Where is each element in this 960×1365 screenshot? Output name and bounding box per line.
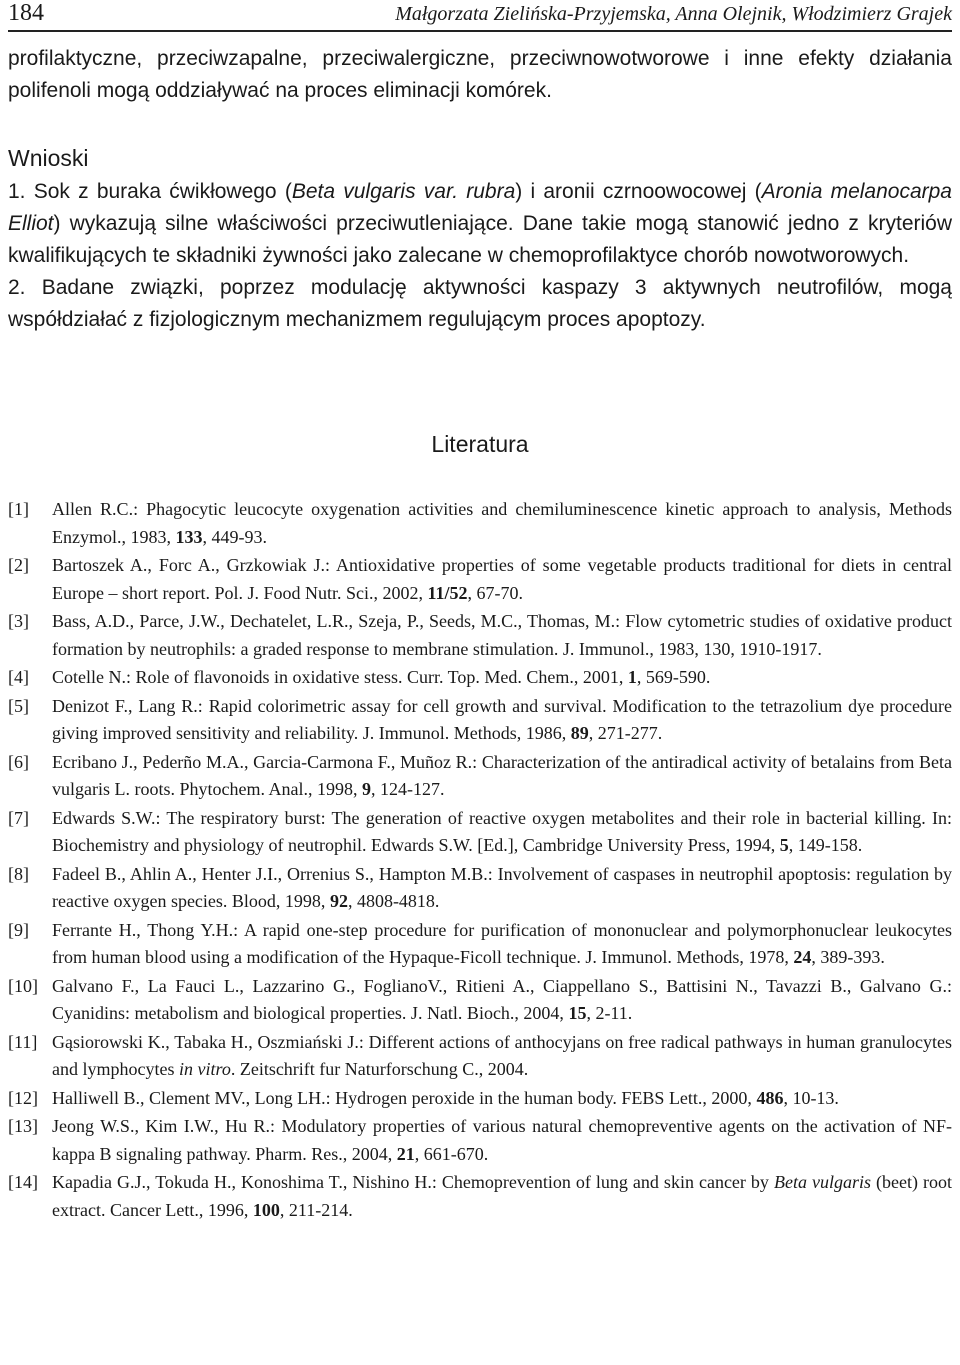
reference-item	[8, 693, 952, 748]
page-number: 184	[8, 0, 44, 26]
reference-volume: 5	[779, 835, 789, 855]
reference-item	[8, 608, 952, 663]
reference-text: , 661-670.	[414, 1143, 489, 1164]
reference-text: , 149-158.	[788, 835, 863, 855]
conclusion-number: 2.	[8, 276, 26, 299]
reference-text: Jeong W.S., Kim I.W., Hu R.: Modulatory properties of various natural chemopreventive agents on the activation of NF-kappa B signaling pathway. Pharm. Res., 2004,	[52, 1116, 952, 1164]
conclusion-text: ) i aronii czrnoowocowej (	[515, 180, 762, 203]
reference-text: , 211-214.	[279, 1199, 353, 1220]
reference-volume: 24	[793, 947, 812, 967]
reference-item	[8, 861, 952, 916]
reference-number: [10]	[8, 975, 38, 996]
conclusion-italic: Aronia melanocarpa Elliot	[8, 180, 952, 235]
reference-volume: 100	[252, 1199, 280, 1220]
reference-italic: in vitro	[178, 1059, 231, 1079]
reference-italic: Beta vulgaris	[773, 1172, 871, 1192]
reference-text: Ferrante H., Thong Y.H.: A rapid one-step procedure for purification of mononuclear and polymorphonuclear leukocytes from human blood using a modification of the Hypaque-Ficoll technique. J. Immunol. Methods, 1978,	[52, 919, 952, 967]
conclusion-text: ) wykazują silne właściwości przeciwutleniające. Dane takie mogą stanowić jedno z kryteriów kwalifikujących te składniki żywności jako zalecane w chemoprofilaktyce chorób nowotworowych.	[8, 212, 952, 267]
reference-volume: 133	[175, 526, 203, 547]
conclusion-item	[8, 272, 952, 336]
reference-text: , 124-127.	[370, 779, 445, 799]
reference-text: Allen R.C.: Phagocytic leucocyte oxygenation activities and chemiluminescence kinetic approach to analysis, Methods Enzymol., 1983,	[52, 499, 952, 547]
conclusion-text: Sok z buraka ćwikłowego (	[25, 180, 292, 203]
running-authors: Małgorzata Zielińska-Przyjemska, Anna Olejnik, Włodzimierz Grajek	[395, 3, 952, 25]
reference-text: , 271-277.	[588, 723, 663, 743]
reference-item	[8, 749, 952, 804]
reference-text: , 67-70.	[467, 582, 524, 603]
running-header	[8, 0, 952, 26]
reference-item	[8, 664, 952, 692]
header-rule	[8, 30, 952, 32]
reference-volume: 9	[361, 779, 371, 799]
reference-text: , 4808-4818.	[347, 891, 440, 911]
section-title-conclusions: Wnioski	[8, 145, 89, 171]
section-title-literature: Literatura	[431, 431, 529, 457]
conclusions-list	[8, 176, 952, 336]
reference-volume: 486	[756, 1087, 784, 1108]
conclusion-number: 1.	[8, 180, 26, 203]
reference-number: [9]	[8, 919, 29, 940]
intro-paragraph: profilaktyczne, przeciwzapalne, przeciwalergiczne, przeciwnowotworowe i inne efekty działania polifenoli mogą oddziaływać na proces eliminacji komórek.	[8, 47, 952, 102]
reference-text: (beet) root extract. Cancer Lett., 1996,	[52, 1172, 952, 1220]
reference-item	[8, 1169, 952, 1224]
conclusion-italic: Beta vulgaris var. rubra	[291, 180, 516, 203]
conclusion-item	[8, 176, 952, 272]
reference-number: [12]	[8, 1087, 38, 1108]
reference-text: , 2-11.	[586, 1003, 633, 1023]
reference-number: [4]	[8, 667, 29, 687]
reference-volume: 21	[396, 1143, 415, 1164]
reference-number: [13]	[8, 1116, 38, 1136]
reference-number: [11]	[8, 1031, 38, 1052]
reference-item	[8, 1113, 952, 1168]
reference-item	[8, 552, 952, 607]
conclusion-text: Badane związki, poprzez modulację aktywności kaspazy 3 aktywnych neutrofilów, mogą współdziałać z fizjologicznym mechanizmem regulującym proces apoptozy.	[8, 276, 952, 331]
reference-text: , 10-13.	[783, 1087, 839, 1108]
reference-item	[8, 496, 952, 551]
reference-number: [8]	[8, 863, 29, 884]
reference-item	[8, 1085, 952, 1113]
reference-text: Halliwell B., Clement MV., Long LH.: Hydrogen peroxide in the human body. FEBS Lett., 2000,	[52, 1087, 757, 1108]
reference-text: , 389-393.	[811, 947, 885, 967]
reference-item	[8, 1029, 952, 1084]
reference-number: [3]	[8, 611, 29, 631]
reference-text: Galvano F., La Fauci L., Lazzarino G., FoglianoV., Ritieni A., Ciappellano S., Battisini N., Tavazzi B., Galvano G.: Cyanidins: metabolism and biological properties. J. Natl. Bioch., 2004,	[52, 975, 952, 1023]
reference-text: Cotelle N.: Role of flavonoids in oxidative stess. Curr. Top. Med. Chem., 2001,	[52, 667, 628, 687]
reference-text: . Zeitschrift fur Naturforschung C., 2004.	[230, 1059, 529, 1079]
reference-text: Kapadia G.J., Tokuda H., Konoshima T., Nishino H.: Chemoprevention of lung and skin cancer by	[52, 1172, 774, 1192]
reference-number: [2]	[8, 555, 29, 575]
reference-text: Edwards S.W.: The respiratory burst: The generation of reactive oxygen metabolites and their role in bacterial killing. In: Biochemistry and physiology of neutrophil. Edwards S.W. [Ed.], Cambridge University Press, 1994,	[52, 807, 952, 855]
reference-number: [7]	[8, 807, 29, 828]
reference-list	[8, 496, 952, 1225]
reference-number: [1]	[8, 499, 29, 519]
reference-item	[8, 973, 952, 1028]
reference-text: Denizot F., Lang R.: Rapid colorimetric assay for cell growth and survival. Modification to the tetrazolium dye procedure giving improved sensitivity and reliability. J. Immunol. Methods, 1986,	[52, 695, 952, 743]
reference-volume: 11/52	[427, 582, 468, 603]
reference-volume: 15	[568, 1003, 587, 1023]
reference-text: Bass, A.D., Parce, J.W., Dechatelet, L.R., Szeja, P., Seeds, M.C., Thomas, M.: Flow cytometric studies of oxidative product formation by neutrophils: a graded response to membrane stimulation. J. Immunol., 1983, 130, 1910-1917.	[52, 611, 952, 659]
reference-number: [6]	[8, 751, 29, 772]
reference-item	[8, 805, 952, 860]
reference-text: Bartoszek A., Forc A., Grzkowiak J.: Antioxidative properties of some vegetable products traditional for diets in central Europe – short report. Pol. J. Food Nutr. Sci., 2002,	[52, 555, 952, 603]
reference-volume: 92	[329, 891, 348, 911]
reference-text: Gąsiorowski K., Tabaka H., Oszmiański J.: Different actions of anthocyjans on free radical pathways in human granulocytes and lymphocytes	[52, 1031, 952, 1079]
reference-text: Fadeel B., Ahlin A., Henter J.I., Orrenius S., Hampton M.B.: Involvement of caspases in neutrophil apoptosis: regulation by reactive oxygen species. Blood, 1998,	[52, 863, 952, 911]
reference-number: [14]	[8, 1172, 38, 1192]
reference-text: , 449-93.	[202, 526, 267, 547]
reference-item	[8, 917, 952, 972]
reference-number: [5]	[8, 695, 29, 716]
reference-volume: 89	[570, 723, 589, 743]
reference-volume: 1	[627, 667, 637, 687]
reference-text: , 569-590.	[636, 667, 711, 687]
reference-text: Ecribano J., Pederño M.A., Garcia-Carmona F., Muñoz R.: Characterization of the antiradical activity of betalains from Beta vulgaris L. roots. Phytochem. Anal., 1998,	[52, 751, 952, 799]
